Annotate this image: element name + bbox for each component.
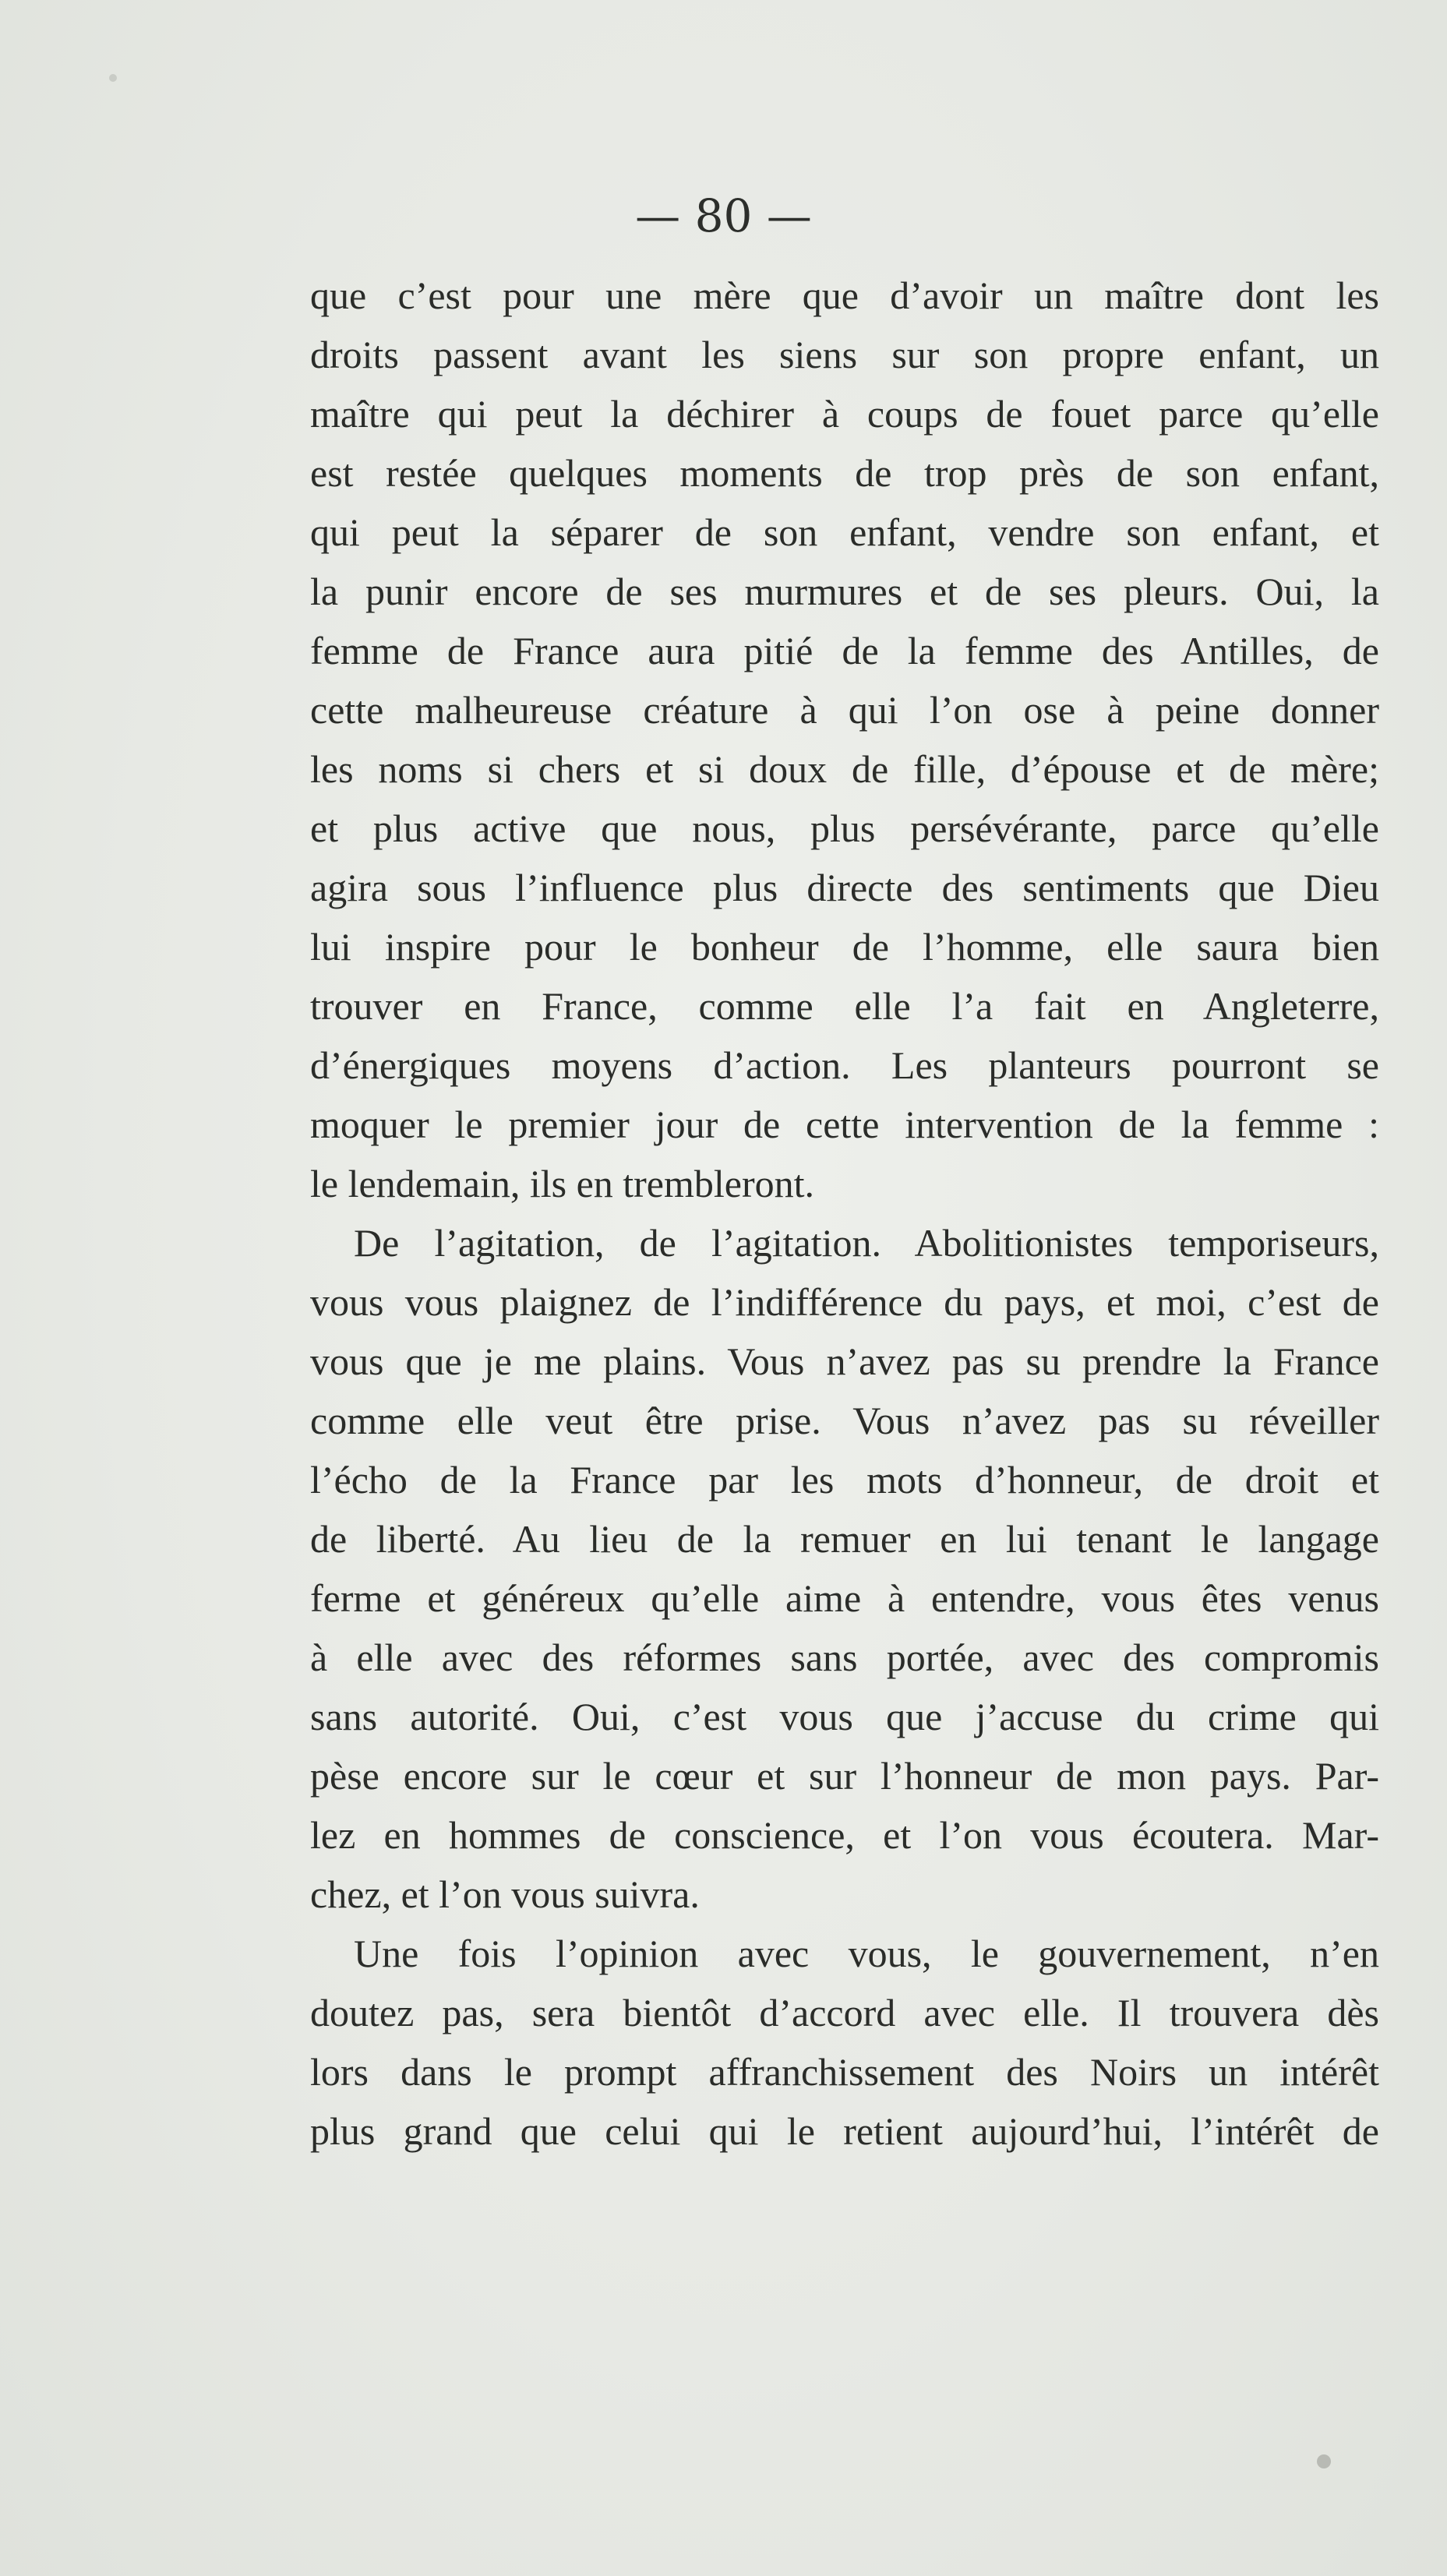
text-line: moquer le premier jour de cette intervention de la femme : <box>310 1103 1379 1146</box>
text-line: plus grand que celui qui le retient aujourd’hui, l’intérêt de <box>310 2109 1379 2153</box>
paper-spot <box>1317 2454 1331 2468</box>
text-line: l’écho de la France par les mots d’honneur, de droit et <box>310 1458 1379 1501</box>
body-text <box>310 266 1379 2161</box>
text-line: que c’est pour une mère que d’avoir un maître dont les <box>310 273 1379 317</box>
text-line: droits passent avant les siens sur son propre enfant, un <box>310 333 1379 376</box>
text-line: lui inspire pour le bonheur de l’homme, elle saura bien <box>310 925 1379 969</box>
text-line: cette malheureuse créature à qui l’on ose à peine donner <box>310 688 1379 732</box>
page-number: — 80 — <box>635 189 812 242</box>
text-line: à elle avec des réformes sans portée, avec des compromis <box>310 1636 1379 1679</box>
text-line: comme elle veut être prise. Vous n’avez pas su réveiller <box>310 1399 1379 1442</box>
text-line: agira sous l’influence plus directe des sentiments que Dieu <box>310 866 1379 909</box>
text-line: lors dans le prompt affranchissement des Noirs un intérêt <box>310 2050 1379 2094</box>
text-line: trouver en France, comme elle l’a fait en Angleterre, <box>310 984 1379 1028</box>
text-line: pèse encore sur le cœur et sur l’honneur de mon pays. Par- <box>310 1754 1379 1798</box>
text-line: sans autorité. Oui, c’est vous que j’accuse du crime qui <box>310 1695 1379 1738</box>
text-line: vous que je me plains. Vous n’avez pas su prendre la France <box>310 1339 1379 1383</box>
text-line: la punir encore de ses murmures et de ses pleurs. Oui, la <box>310 570 1379 613</box>
paragraph-end-line: le lendemain, ils en trembleront. <box>310 1162 815 1205</box>
text-line: vous vous plaignez de l’indifférence du pays, et moi, c’est de <box>310 1280 1379 1324</box>
text-line: d’énergiques moyens d’action. Les planteurs pourront se <box>310 1043 1379 1087</box>
text-line: est restée quelques moments de trop près de son enfant, <box>310 451 1379 495</box>
text-line: maître qui peut la déchirer à coups de fouet parce qu’elle <box>310 392 1379 436</box>
text-line: femme de France aura pitié de la femme des Antilles, de <box>310 629 1379 672</box>
text-line: et plus active que nous, plus persévérante, parce qu’elle <box>310 806 1379 850</box>
paragraph-start-line: Une fois l’opinion avec vous, le gouvernement, n’en <box>354 1932 1379 1975</box>
text-line: qui peut la séparer de son enfant, vendre son enfant, et <box>310 510 1379 554</box>
paragraph-start-line: De l’agitation, de l’agitation. Abolitionistes temporiseurs, <box>354 1221 1379 1265</box>
text-line: lez en hommes de conscience, et l’on vous écoutera. Mar- <box>310 1813 1379 1857</box>
paragraph-end-line: chez, et l’on vous suivra. <box>310 1872 700 1916</box>
text-line: ferme et généreux qu’elle aime à entendre, vous êtes venus <box>310 1576 1379 1620</box>
paper-spot <box>109 74 117 82</box>
text-line: doutez pas, sera bientôt d’accord avec elle. Il trouvera dès <box>310 1991 1379 2034</box>
text-line: les noms si chers et si doux de fille, d’épouse et de mère; <box>310 747 1379 791</box>
text-line: de liberté. Au lieu de la remuer en lui tenant le langage <box>310 1517 1379 1561</box>
